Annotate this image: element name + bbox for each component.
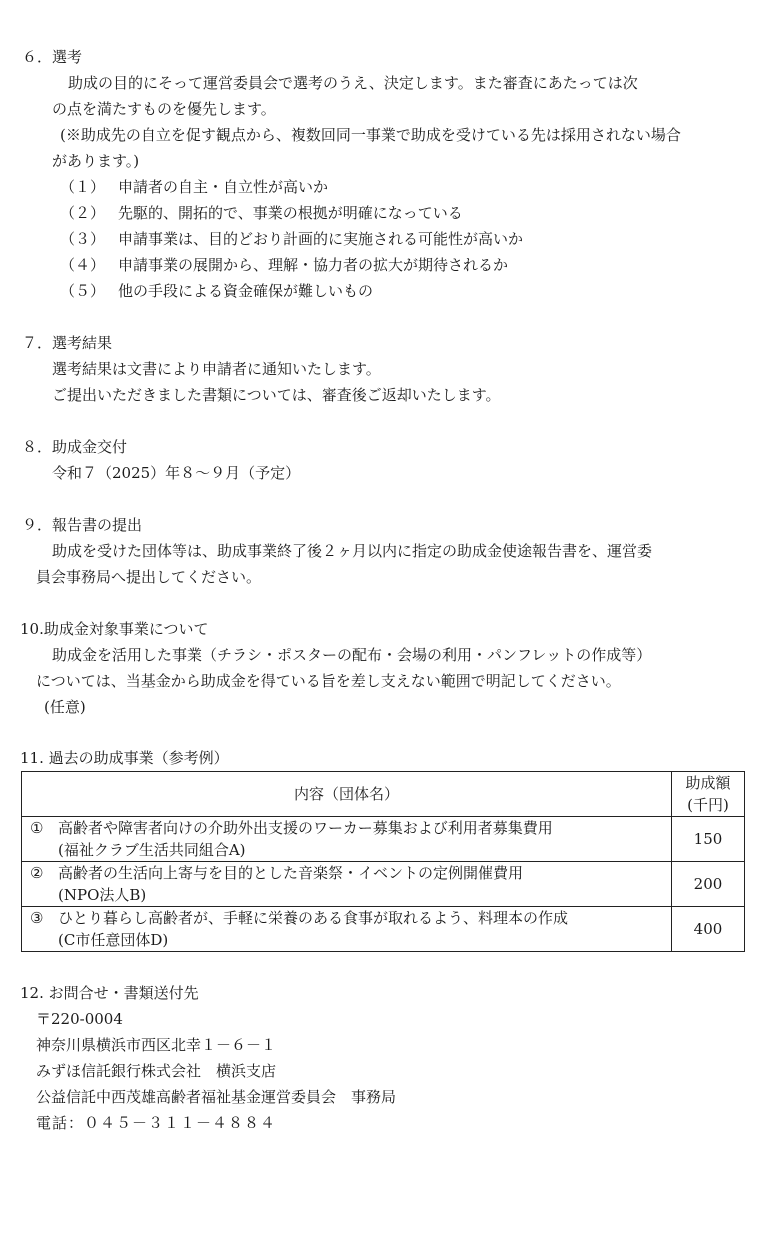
criteria-text: 申請者の自主・自立性が高いか xyxy=(118,178,329,196)
past-grants-table xyxy=(21,771,745,952)
section6-para-line1: 助成の目的にそって運営委員会で選考のうえ、決定します。また審査にあたっては次 xyxy=(68,74,638,92)
section6-heading: ６．選考 xyxy=(22,48,83,66)
section10-heading: 10.助成金対象事業について xyxy=(20,620,209,638)
criteria-number: （３） xyxy=(60,230,106,248)
bank-name: みずほ信託銀行株式会社 横浜支店 xyxy=(36,1062,277,1080)
section6-note-line1: (※助成先の自立を促す観点から、複数回同一事業で助成を受けている先は採用されない場合 xyxy=(60,126,681,144)
criteria-item xyxy=(60,200,463,226)
criteria-number: （２） xyxy=(60,204,106,222)
criteria-number: （１） xyxy=(60,178,106,196)
row-content: 高齢者の生活向上寄与を目的とした音楽祭・イベントの定例開催費用 xyxy=(58,864,524,882)
committee-office: 公益信託中西茂雄高齢者福祉基金運営委員会 事務局 xyxy=(36,1088,397,1106)
header-amount xyxy=(672,772,745,817)
criteria-number: （４） xyxy=(60,256,106,274)
row-org: (NPO法人B) xyxy=(58,886,147,904)
row-content-cell xyxy=(22,862,672,907)
table-header-row xyxy=(22,772,745,817)
header-content: 内容（団体名） xyxy=(22,772,672,817)
criteria-text: 申請事業は、目的どおり計画的に実施される可能性が高いか xyxy=(118,230,524,248)
criteria-text: 申請事業の展開から、理解・協力者の拡大が期待されるか xyxy=(118,256,509,274)
table-row xyxy=(22,907,745,952)
phone-number: 電話：０４５－３１１－４８８４ xyxy=(36,1114,277,1132)
row-org: (福祉クラブ生活共同組合A) xyxy=(58,841,246,859)
section6-note-line2: があります。) xyxy=(52,152,140,170)
section10-line3: (任意) xyxy=(44,698,86,716)
section8-heading: ８．助成金交付 xyxy=(22,438,128,456)
row-org: (C市任意団体D) xyxy=(58,931,169,949)
criteria-number: （５） xyxy=(60,282,106,300)
address: 神奈川県横浜市西区北幸１－６－１ xyxy=(36,1036,277,1054)
section9-line1: 助成を受けた団体等は、助成事業終了後２ヶ月以内に指定の助成金使途報告書を、運営委 xyxy=(52,542,653,560)
row-content: ひとり暮らし高齢者が、手軽に栄養のある食事が取れるよう、料理本の作成 xyxy=(58,909,569,927)
criteria-item xyxy=(60,252,508,278)
table-row xyxy=(22,817,745,862)
row-amount: 200 xyxy=(672,862,745,907)
criteria-text: 他の手段による資金確保が難しいもの xyxy=(118,282,374,300)
row-amount: 400 xyxy=(672,907,745,952)
criteria-item xyxy=(60,226,523,252)
section12-heading: 12. お問合せ・書類送付先 xyxy=(20,984,199,1002)
section8-line1: 令和７（2025）年８～９月（予定） xyxy=(52,464,301,482)
table-row xyxy=(22,862,745,907)
row-content-cell xyxy=(22,817,672,862)
criteria-item xyxy=(60,278,373,304)
row-mark: ① xyxy=(30,819,44,837)
criteria-text: 先駆的、開拓的で、事業の根拠が明確になっている xyxy=(118,204,463,222)
header-amount-label: 助成額 xyxy=(685,774,731,792)
row-amount: 150 xyxy=(672,817,745,862)
section9-heading: ９．報告書の提出 xyxy=(22,516,143,534)
row-mark: ③ xyxy=(30,909,44,927)
row-content: 高齢者や障害者向けの介助外出支援のワーカー募集および利用者募集費用 xyxy=(58,819,553,837)
section6-para-line2: の点を満たすものを優先します。 xyxy=(52,100,276,118)
row-mark: ② xyxy=(30,864,44,882)
row-content-cell xyxy=(22,907,672,952)
section7-line1: 選考結果は文書により申請者に通知いたします。 xyxy=(52,360,381,378)
section10-line2: については、当基金から助成金を得ている旨を差し支えない範囲で明記してください。 xyxy=(36,672,621,690)
section10-line1: 助成金を活用した事業（チラシ・ポスターの配布・会場の利用・パンフレットの作成等） xyxy=(52,646,652,664)
section9-line2: 員会事務局へ提出してください。 xyxy=(36,568,262,586)
criteria-item xyxy=(60,174,328,200)
header-amount-unit: (千円) xyxy=(687,796,729,814)
section7-heading: ７．選考結果 xyxy=(22,334,113,352)
section11-heading: 11. 過去の助成事業（参考例） xyxy=(20,749,229,767)
section7-line2: ご提出いただきました書類については、審査後ご返却いたします。 xyxy=(52,386,501,404)
postal-code: 〒220-0004 xyxy=(36,1010,123,1028)
